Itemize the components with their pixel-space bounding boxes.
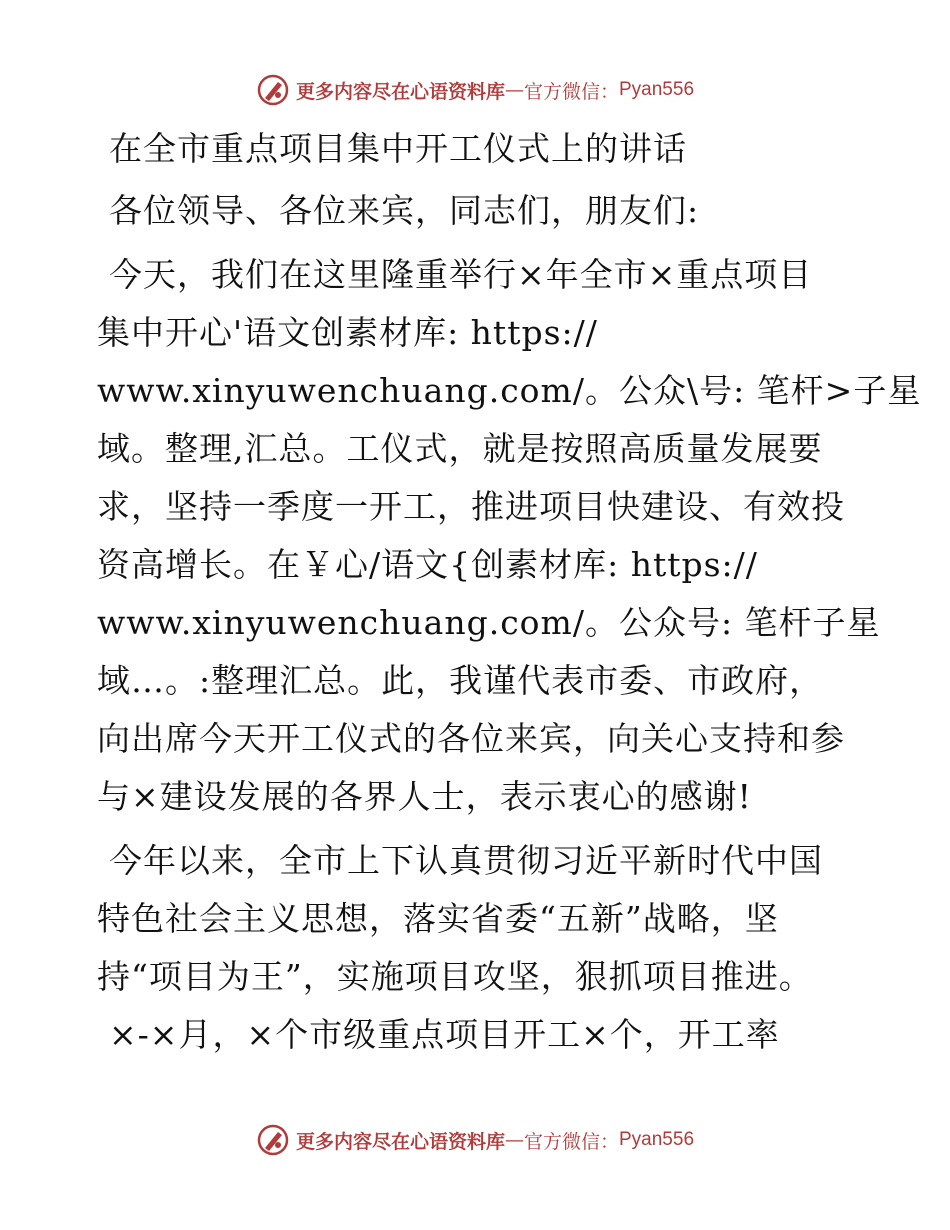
greeting-line: 各位领导、各位来宾，同志们，朋友们:: [109, 191, 700, 230]
paragraph-line: 集中开心'语文创素材库: https://: [97, 313, 598, 352]
paragraph-line: 与×建设发展的各界人士，表示衷心的感谢!: [97, 777, 752, 816]
paragraph-line: 持“项目为王”，实施项目攻坚，狠抓项目推进。: [97, 957, 813, 996]
document-title: 在全市重点项目集中开工仪式上的讲话: [109, 129, 687, 168]
paragraph-line: 今天，我们在这里隆重举行×年全市×重点项目: [109, 255, 813, 294]
paragraph-line: 向出席今天开工仪式的各位来宾，向关心支持和参: [97, 719, 845, 758]
banner-main-text: 更多内容尽在心语资料库: [295, 80, 505, 103]
paragraph-line: ×-×月，×个市级重点项目开工×个，开工率: [109, 1015, 780, 1054]
paragraph-line: 域。整理,汇总。工仪式，就是按照高质量发展要: [97, 429, 823, 468]
footer-watermark-banner: [0, 1120, 950, 1160]
paragraph-line: 求，坚持一季度一开工，推进项目快建设、有效投: [97, 487, 845, 526]
pen-logo-icon: [256, 73, 290, 107]
header-watermark-banner: [0, 70, 950, 110]
banner-main-text: 更多内容尽在心语资料库: [295, 1130, 505, 1153]
paragraph-line: 特色社会主义思想，落实省委“五新”战略，坚: [97, 899, 779, 938]
paragraph-2: [97, 832, 857, 1064]
banner-wechat-label: 官方微信：: [523, 80, 619, 103]
banner-wechat-id: Pyan556: [619, 1129, 695, 1150]
banner-wechat-label: 官方微信：: [523, 1130, 619, 1153]
paragraph-line: 域…。:整理汇总。此，我谨代表市委、市政府，: [97, 661, 824, 700]
document-body: [97, 120, 922, 1064]
paragraph-line: 资高增长。在￥心/语文{创素材库: https://: [97, 545, 758, 584]
paragraph-line: www.xinyuwenchuang.com/。公众\号: 笔杆>子星: [97, 371, 922, 410]
pen-logo-icon: [256, 1123, 290, 1157]
paragraph-line: www.xinyuwenchuang.com/。公众号: 笔杆子星: [97, 603, 881, 642]
banner-separator: —: [504, 1129, 524, 1151]
paragraph-line: 今年以来，全市上下认真贯彻习近平新时代中国: [109, 841, 823, 880]
paragraph-1: [97, 246, 922, 826]
banner-wechat-id: Pyan556: [619, 79, 695, 100]
banner-separator: —: [504, 79, 524, 101]
